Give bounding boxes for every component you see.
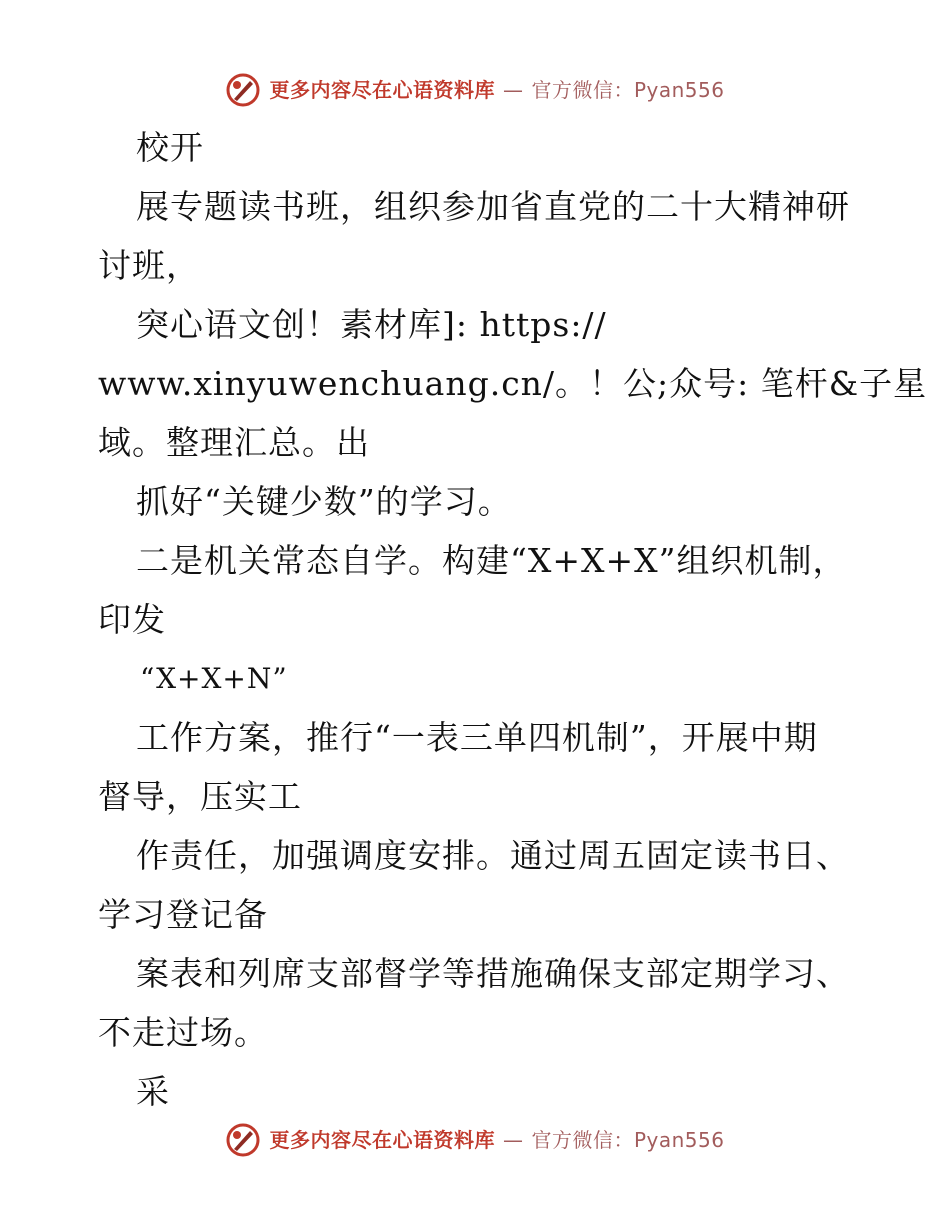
body-line-7: 抓好“关键少数”的学习。 bbox=[136, 482, 512, 521]
header-banner-wechat-text: 官方微信：Pyan556 bbox=[531, 78, 725, 102]
footer-banner-dash: — bbox=[502, 1128, 524, 1152]
header-banner-dash: — bbox=[502, 78, 524, 102]
body-line-1: 校开 bbox=[136, 128, 204, 167]
body-line-11: 工作方案，推行“一表三单四机制”，开展中期 bbox=[136, 718, 818, 757]
quill-pen-logo-icon bbox=[225, 1122, 261, 1158]
body-line-4: 突心语文创！素材库]: https:// bbox=[136, 305, 607, 344]
header-banner-main-text: 更多内容尽在心语资料库 bbox=[269, 78, 495, 102]
body-line-9: 印发 bbox=[98, 600, 166, 639]
body-line-3: 讨班， bbox=[98, 246, 200, 285]
body-line-10: “X+X+N” bbox=[140, 662, 288, 695]
body-line-14: 学习登记备 bbox=[98, 895, 268, 934]
page-footer-banner bbox=[0, 1120, 950, 1160]
footer-banner-wechat-text: 官方微信：Pyan556 bbox=[531, 1128, 725, 1152]
body-line-5: www.xinyuwenchuang.cn/。！公;众号: 笔杆&子星 bbox=[98, 364, 928, 403]
footer-banner-main-text: 更多内容尽在心语资料库 bbox=[269, 1128, 495, 1152]
body-line-12: 督导，压实工 bbox=[98, 777, 302, 816]
document-body bbox=[98, 118, 928, 1121]
body-line-17: 采 bbox=[136, 1072, 170, 1111]
body-line-6: 域。整理汇总。出 bbox=[98, 423, 370, 462]
body-line-8: 二是机关常态自学。构建“X+X+X”组织机制， bbox=[136, 541, 847, 580]
body-line-2: 展专题读书班，组织参加省直党的二十大精神研 bbox=[136, 187, 850, 226]
quill-pen-logo-icon bbox=[225, 72, 261, 108]
body-line-16: 不走过场。 bbox=[98, 1013, 268, 1052]
body-line-15: 案表和列席支部督学等措施确保支部定期学习、 bbox=[136, 954, 850, 993]
page-header-banner bbox=[0, 70, 950, 110]
body-line-13: 作责任，加强调度安排。通过周五固定读书日、 bbox=[136, 836, 850, 875]
